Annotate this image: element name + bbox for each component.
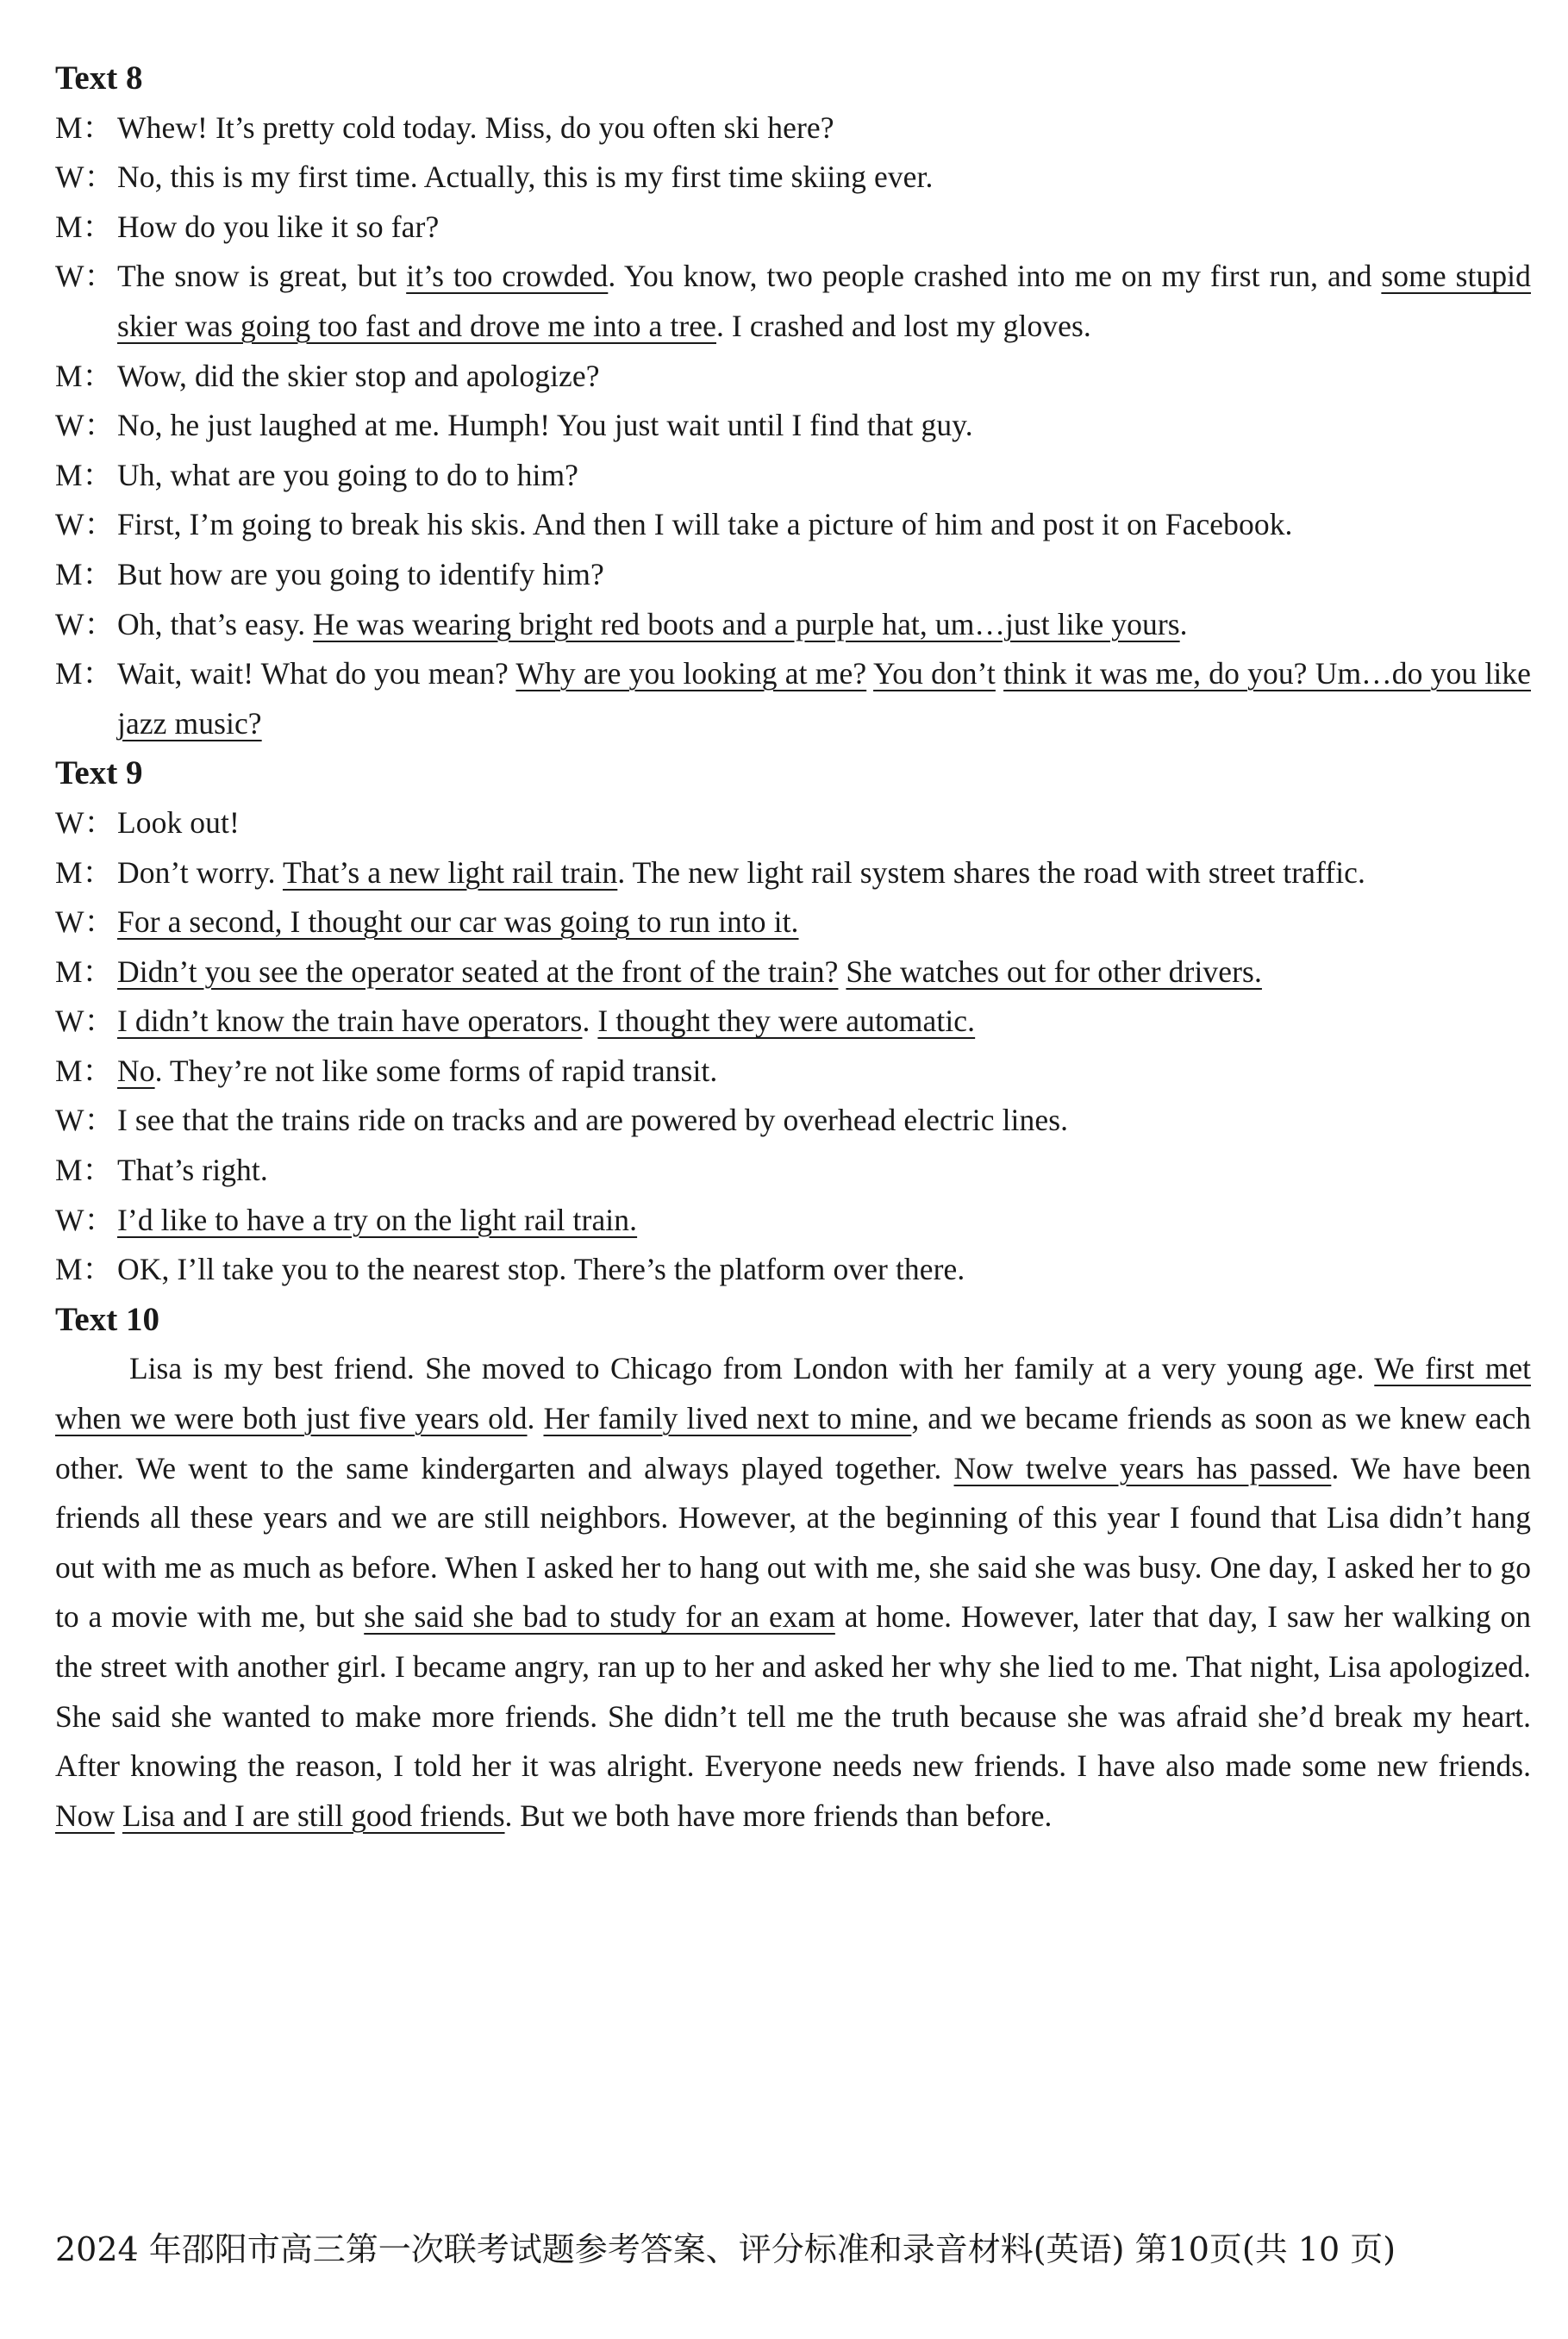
- text-run: I see that the trains ride on tracks and are powered by overhead electric lines.: [117, 1103, 1069, 1138]
- speaker-label: M：: [55, 556, 114, 591]
- dialogue-line: [55, 897, 1531, 947]
- speaker-label: W：: [55, 408, 116, 443]
- speaker-label: W：: [55, 1004, 116, 1039]
- speaker-label: M：: [55, 1153, 114, 1188]
- dialogue-text: [117, 352, 1531, 402]
- text-run: Uh, what are you going to do to him?: [117, 457, 579, 492]
- speaker-label: W：: [55, 606, 116, 641]
- dialogue-line: [55, 451, 1531, 501]
- dialogue-text: [117, 252, 1531, 351]
- speaker-label: M：: [55, 457, 114, 492]
- dialogue-line: [55, 798, 1531, 848]
- dialogue-text: [117, 1245, 1531, 1295]
- text-run: .: [1179, 606, 1188, 641]
- text-run: Whew! It’s pretty cold today. Miss, do you often ski here?: [117, 109, 834, 145]
- text-run: No, this is my first time. Actually, this is my first time skiing ever.: [117, 159, 934, 195]
- text-run: OK, I’ll take you to the nearest stop. There’s the platform over there.: [117, 1252, 965, 1287]
- speaker-label: W：: [55, 1103, 116, 1138]
- underlined-answer-text: I thought they were automatic.: [597, 1004, 976, 1039]
- text-run: Don’t worry.: [117, 854, 283, 890]
- dialogue-text: [117, 897, 1531, 947]
- text-run: .: [527, 1401, 544, 1436]
- dialogue-text: [117, 1096, 1531, 1146]
- section-title-text-8: Text 8: [55, 59, 143, 97]
- text-run: [996, 656, 1003, 691]
- dialogue-line: [55, 153, 1531, 203]
- dialogue-text: [117, 947, 1531, 998]
- dialogue-line: [55, 1146, 1531, 1196]
- speaker-label: M：: [55, 656, 114, 691]
- dialogue-line: [55, 1196, 1531, 1246]
- underlined-answer-text: He was wearing bright red boots and a purple hat, um…just like yours: [313, 606, 1180, 641]
- dialogue-line: [55, 1096, 1531, 1146]
- section-title-text-10: Text 10: [55, 1300, 159, 1338]
- dialogue-line: [55, 252, 1531, 351]
- dialogue-line: [55, 947, 1531, 998]
- dialogue-text: [117, 1047, 1531, 1097]
- dialogue-line: [55, 997, 1531, 1047]
- dialogue-line: [55, 649, 1531, 748]
- section-title-text-9: Text 9: [55, 754, 143, 792]
- underlined-answer-text: You don’t: [873, 656, 996, 691]
- dialogue-text: [117, 1196, 1531, 1246]
- dialogue-line: [55, 500, 1531, 550]
- dialogue-line: [55, 1245, 1531, 1295]
- speaker-label: M：: [55, 1053, 114, 1088]
- underlined-answer-text: We first met when we were both just five years old: [55, 1351, 1531, 1436]
- text-run: . I crashed and lost my gloves.: [715, 308, 1091, 343]
- underlined-answer-text: think it was me, do you? Um…do you like jazz music?: [117, 656, 1531, 741]
- dialogue-text: [117, 103, 1531, 153]
- dialogue-text: [117, 649, 1531, 748]
- speaker-label: W：: [55, 804, 116, 840]
- underlined-answer-text: Now: [55, 1798, 116, 1833]
- text-run: .: [582, 1004, 598, 1039]
- text-run: The snow is great, but: [117, 259, 407, 294]
- underlined-answer-text: Didn’t you see the operator seated at the front of the train?: [117, 954, 839, 989]
- text-run: How do you like it so far?: [117, 209, 440, 244]
- speaker-label: M：: [55, 109, 114, 145]
- dialogue-line: [55, 1047, 1531, 1097]
- text-run: . They’re not like some forms of rapid transit.: [154, 1053, 718, 1088]
- dialogue-text: [117, 500, 1531, 550]
- dialogue-line: [55, 848, 1531, 898]
- underlined-answer-text: Now twelve years has passed: [953, 1450, 1332, 1485]
- text-run: . We have been friends all these years and we are still neighbors. However, at the beginning of this year I found that Lisa didn’t hang out with me as much as before. When I asked her to hang out with me, she said she was busy. One day, I asked her to go to a movie with me, but: [55, 1450, 1532, 1635]
- speaker-label: M：: [55, 1252, 114, 1287]
- dialogue-line: [55, 401, 1531, 451]
- dialogue-text: [117, 203, 1531, 253]
- dialogue-text: [117, 153, 1531, 203]
- underlined-answer-text: She watches out for other drivers.: [846, 954, 1262, 989]
- underlined-answer-text: it’s too crowded: [406, 259, 609, 294]
- passage-text-10: [55, 1344, 1531, 1841]
- dialogue-line: [55, 103, 1531, 153]
- speaker-label: W：: [55, 904, 116, 940]
- text-run: Lisa is my best friend. She moved to Chicago from London with her family at a very young age.: [129, 1351, 1375, 1386]
- dialogue-line: [55, 600, 1531, 650]
- text-run: Wait, wait! What do you mean?: [117, 656, 516, 691]
- text-run: at home. However, later that day, I saw her walking on the street with another girl. I became angry, ran up to her and asked her why she lied to me. That night, Lisa apologized. She said she wanted to make more friends. She didn’t tell me the truth because she was afraid she’d break my heart. After knowing the reason, I told her it was alright. Everyone needs new friends. I have also made some new friends.: [55, 1599, 1532, 1784]
- text-run: . But we both have more friends than before.: [504, 1798, 1053, 1833]
- text-run: First, I’m going to break his skis. And then I will take a picture of him and post it on Facebook.: [117, 507, 1293, 542]
- text-run: Oh, that’s easy.: [117, 606, 314, 641]
- speaker-label: M：: [55, 358, 114, 393]
- dialogue-text: [117, 401, 1531, 451]
- text-run: No, he just laughed at me. Humph! You just wait until I find that guy.: [117, 408, 973, 443]
- dialogue-text: [117, 997, 1531, 1047]
- underlined-answer-text: some stupid skier was going too fast and drove me into a tree: [117, 259, 1531, 343]
- dialogue-text: [117, 600, 1531, 650]
- underlined-answer-text: I’d like to have a try on the light rail train.: [117, 1202, 638, 1237]
- speaker-label: W：: [55, 507, 116, 542]
- dialogue-text: [117, 451, 1531, 501]
- dialogue-line: [55, 352, 1531, 402]
- dialogue-line: [55, 550, 1531, 600]
- document-page: [55, 53, 1531, 1841]
- text-run: [866, 656, 873, 691]
- text-run: Look out!: [117, 804, 240, 840]
- speaker-label: M：: [55, 854, 114, 890]
- dialogue-text: [117, 848, 1531, 898]
- dialogue-text: [117, 550, 1531, 600]
- dialogue-text: [117, 798, 1531, 848]
- speaker-label: M：: [55, 954, 114, 989]
- text-run: . You know, two people crashed into me on my first run, and: [608, 259, 1382, 294]
- text-run: . The new light rail system shares the road with street traffic.: [617, 854, 1366, 890]
- speaker-label: M：: [55, 209, 114, 244]
- text-run: Wow, did the skier stop and apologize?: [117, 358, 600, 393]
- speaker-label: W：: [55, 259, 116, 294]
- page-footer: 2024 年邵阳市高三第一次联考试题参考答案、评分标准和录音材料(英语) 第10页(共 10 页): [55, 2230, 1396, 2268]
- dialogue-text-9: [55, 798, 1531, 1295]
- underlined-answer-text: For a second, I thought our car was going to run into it.: [117, 904, 799, 940]
- dialogue-text-8: [55, 103, 1531, 749]
- underlined-answer-text: I didn’t know the train have operators: [117, 1004, 583, 1039]
- speaker-label: W：: [55, 1202, 116, 1237]
- underlined-answer-text: That’s a new light rail train: [282, 854, 618, 890]
- underlined-answer-text: she said she bad to study for an exam: [364, 1599, 835, 1635]
- underlined-answer-text: Lisa and I are still good friends: [122, 1798, 505, 1833]
- text-run: [115, 1798, 122, 1833]
- text-run: , and we became friends as soon as we knew each other. We went to the same kindergarten and always played together.: [55, 1401, 1531, 1485]
- underlined-answer-text: Why are you looking at me?: [515, 656, 867, 691]
- text-run: That’s right.: [117, 1153, 268, 1188]
- text-run: But how are you going to identify him?: [117, 556, 604, 591]
- speaker-label: W：: [55, 159, 116, 195]
- dialogue-line: [55, 203, 1531, 253]
- underlined-answer-text: Her family lived next to mine: [543, 1401, 912, 1436]
- underlined-answer-text: No: [117, 1053, 155, 1088]
- dialogue-text: [117, 1146, 1531, 1196]
